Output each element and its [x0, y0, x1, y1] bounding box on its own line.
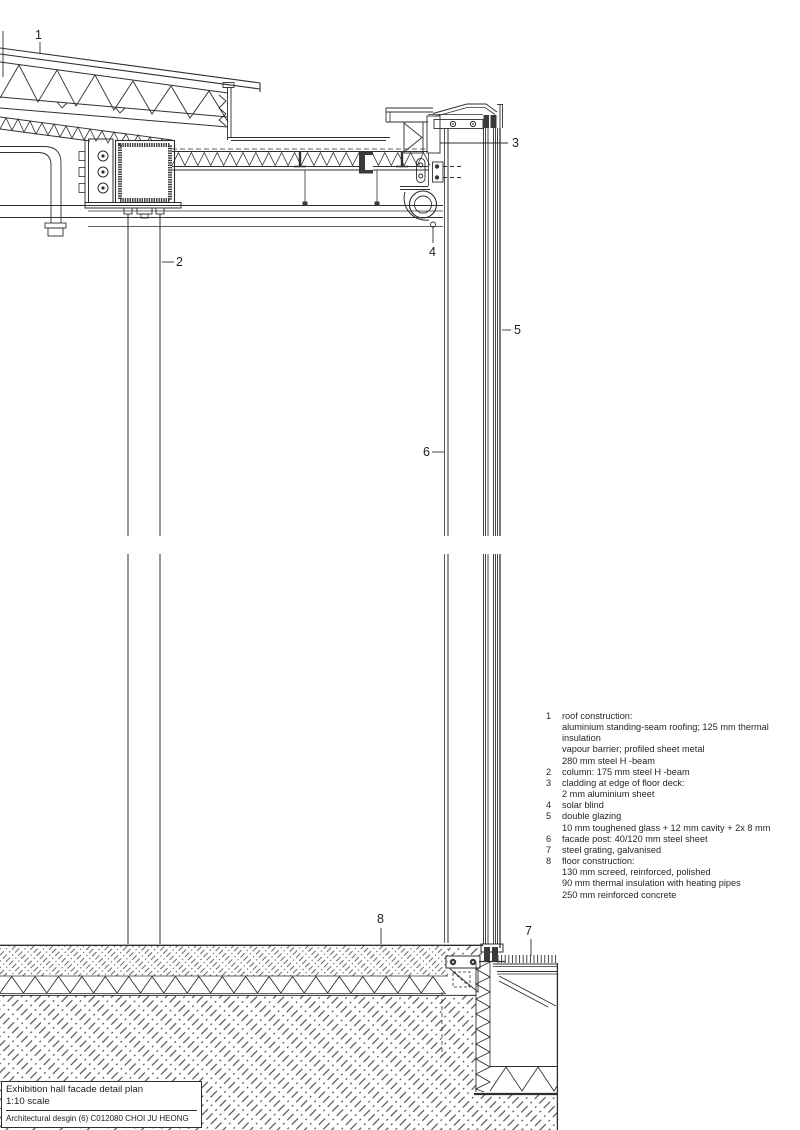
legend-row — [546, 845, 798, 856]
legend-item-text: floor construction: — [562, 856, 635, 867]
legend-item-number — [546, 733, 562, 744]
roof-assembly — [0, 31, 260, 150]
roof-edge-fascia — [223, 83, 390, 141]
legend-row — [546, 811, 798, 822]
solar-blind-assembly — [400, 116, 463, 220]
legend-row — [546, 733, 798, 744]
title-block — [1, 1081, 202, 1128]
legend-item-number: 2 — [546, 766, 552, 777]
callout-label-8: 8 — [377, 912, 384, 926]
legend-row — [546, 744, 798, 755]
legend-item-number: 4 — [546, 800, 552, 811]
legend-item-number — [546, 823, 562, 834]
steel-connection-detail — [0, 139, 181, 236]
legend-row — [546, 890, 798, 901]
legend-item-text: 10 mm toughened glass + 12 mm cavity + 2x 8 mm — [562, 822, 771, 833]
facade-post-lines — [445, 128, 449, 943]
legend-item-number: 8 — [546, 856, 552, 867]
callout-label-5: 5 — [514, 323, 521, 337]
callout-label-7: 7 — [525, 924, 532, 938]
callout-leaders — [40, 42, 531, 956]
legend-item-number — [546, 722, 562, 733]
legend-item-text: solar blind — [562, 800, 604, 811]
legend-item-number: 3 — [546, 777, 552, 788]
legend-item-text: 250 mm reinforced concrete — [562, 889, 677, 900]
legend-row — [546, 834, 798, 845]
roof-deck — [172, 149, 430, 206]
legend-item-text: 280 mm steel H -beam — [562, 755, 655, 766]
legend-item-text: 130 mm screed, reinforced, polished — [562, 867, 711, 878]
legend-item-number: 6 — [546, 833, 552, 844]
legend-item-number — [546, 878, 562, 889]
legend-item-number: 5 — [546, 811, 552, 822]
legend-row — [546, 856, 798, 867]
legend-row — [546, 767, 798, 778]
legend-item-text: insulation — [562, 733, 601, 744]
legend-item-number — [546, 756, 562, 767]
legend-item-text: vapour barrier; profiled sheet metal — [562, 744, 705, 755]
legend-row — [546, 800, 798, 811]
steel-grating — [493, 955, 558, 1007]
legend-row — [546, 878, 798, 889]
legend-item-number — [546, 867, 562, 878]
legend-row — [546, 778, 798, 789]
drawing-credit: Architectural desgin (6) C012080 CHOI JU HEONG — [6, 1110, 197, 1124]
legend-row — [546, 823, 798, 834]
legend-row — [546, 867, 798, 878]
legend-item-number — [546, 744, 562, 755]
legend-item-text: roof construction: — [562, 711, 633, 721]
legend-row — [546, 711, 798, 722]
callout-label-1: 1 — [35, 28, 42, 42]
legend-item-text: double glazing — [562, 811, 622, 822]
legend-item-text: aluminium standing-seam roofing; 125 mm thermal — [562, 722, 769, 733]
legend-item-number: 7 — [546, 844, 552, 855]
legend-item-text: 90 mm thermal insulation with heating pipes — [562, 878, 741, 889]
legend-item-number — [546, 789, 562, 800]
legend — [546, 711, 798, 901]
legend-row — [546, 722, 798, 733]
legend-item-number: 1 — [546, 711, 552, 721]
legend-item-text: facade post: 40/120 mm steel sheet — [562, 833, 708, 844]
callout-label-2: 2 — [176, 255, 183, 269]
glazing-lines — [484, 128, 501, 948]
legend-item-text: steel grating, galvanised — [562, 844, 662, 855]
legend-row — [546, 756, 798, 767]
drawing-title: Exhibition hall facade detail plan — [6, 1084, 144, 1095]
legend-row — [546, 789, 798, 800]
legend-item-number — [546, 890, 562, 901]
column-lines — [128, 214, 160, 944]
legend-item-text: cladding at edge of floor deck: — [562, 777, 685, 788]
legend-item-text: 2 mm aluminium sheet — [562, 789, 655, 800]
drawing-scale: 1:10 scale — [6, 1095, 50, 1107]
callout-label-3: 3 — [512, 136, 519, 150]
legend-item-text: column: 175 mm steel H -beam — [562, 766, 690, 777]
callout-label-6: 6 — [423, 445, 430, 459]
callout-label-4: 4 — [429, 245, 436, 259]
